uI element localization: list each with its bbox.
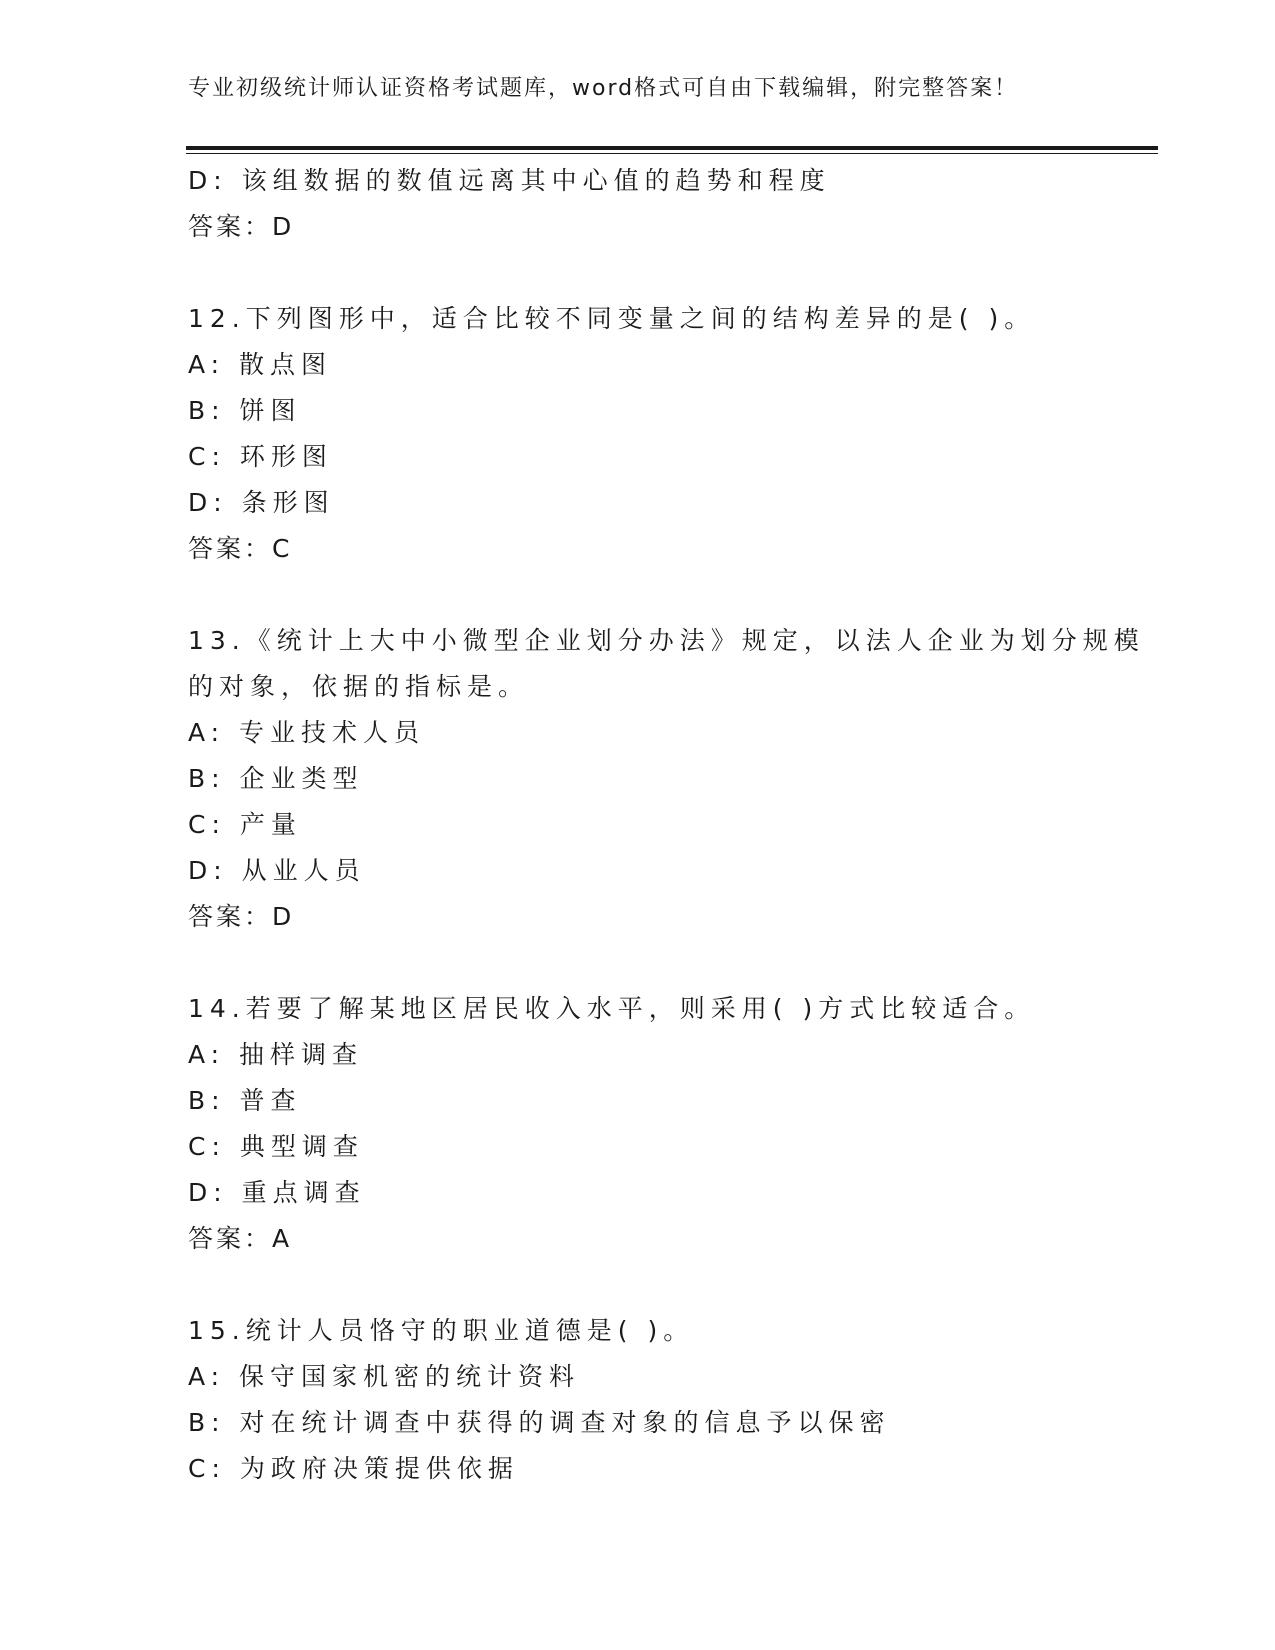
question-13 [188,618,1145,940]
question-14 [188,986,1088,1262]
option-c: C: 为政府决策提供依据 [188,1454,519,1483]
option-d: D: 该组数据的数值远离其中心值的趋势和程度 [188,166,831,195]
question-stem-line-1: 13.《统计上大中小微型企业划分办法》规定，以法人企业为划分规模 [188,626,1145,655]
header-rule-thin [186,153,1158,154]
document-body [188,158,1145,1492]
option-b: B: 普查 [188,1086,302,1115]
option-c: C: 典型调查 [188,1132,364,1161]
option-c: C: 产量 [188,810,302,839]
question-stem: 12.下列图形中，适合比较不同变量之间的结构差异的是( )。 [188,304,1036,333]
header-rule-thick [186,146,1158,150]
option-d: D: 重点调查 [188,1178,366,1207]
option-b: B: 企业类型 [188,764,364,793]
option-a: A: 抽样调查 [188,1040,364,1069]
option-a: A: 散点图 [188,350,333,379]
question-15 [188,1308,1088,1492]
option-a: A: 保守国家机密的统计资料 [188,1362,581,1391]
question-stem: 14.若要了解某地区居民收入水平，则采用( )方式比较适合。 [188,994,1036,1023]
question-stem: 15.统计人员恪守的职业道德是( )。 [188,1316,695,1345]
question-stem-line-2: 的对象，依据的指标是。 [188,672,530,701]
option-d: D: 从业人员 [188,856,366,885]
answer-line: 答案：D [188,902,295,931]
page-header: 专业初级统计师认证资格考试题库，word格式可自由下载编辑，附完整答案！ [188,76,1019,101]
answer-line: 答案：C [188,534,293,563]
option-a: A: 专业技术人员 [188,718,426,747]
answer-line: 答案：A [188,1224,293,1253]
previous-question-tail [188,158,1088,250]
question-12 [188,296,1088,572]
option-c: C: 环形图 [188,442,333,471]
option-b: B: 对在统计调查中获得的调查对象的信息予以保密 [188,1408,891,1437]
option-d: D: 条形图 [188,488,335,517]
answer-line: 答案：D [188,212,295,241]
option-b: B: 饼图 [188,396,302,425]
